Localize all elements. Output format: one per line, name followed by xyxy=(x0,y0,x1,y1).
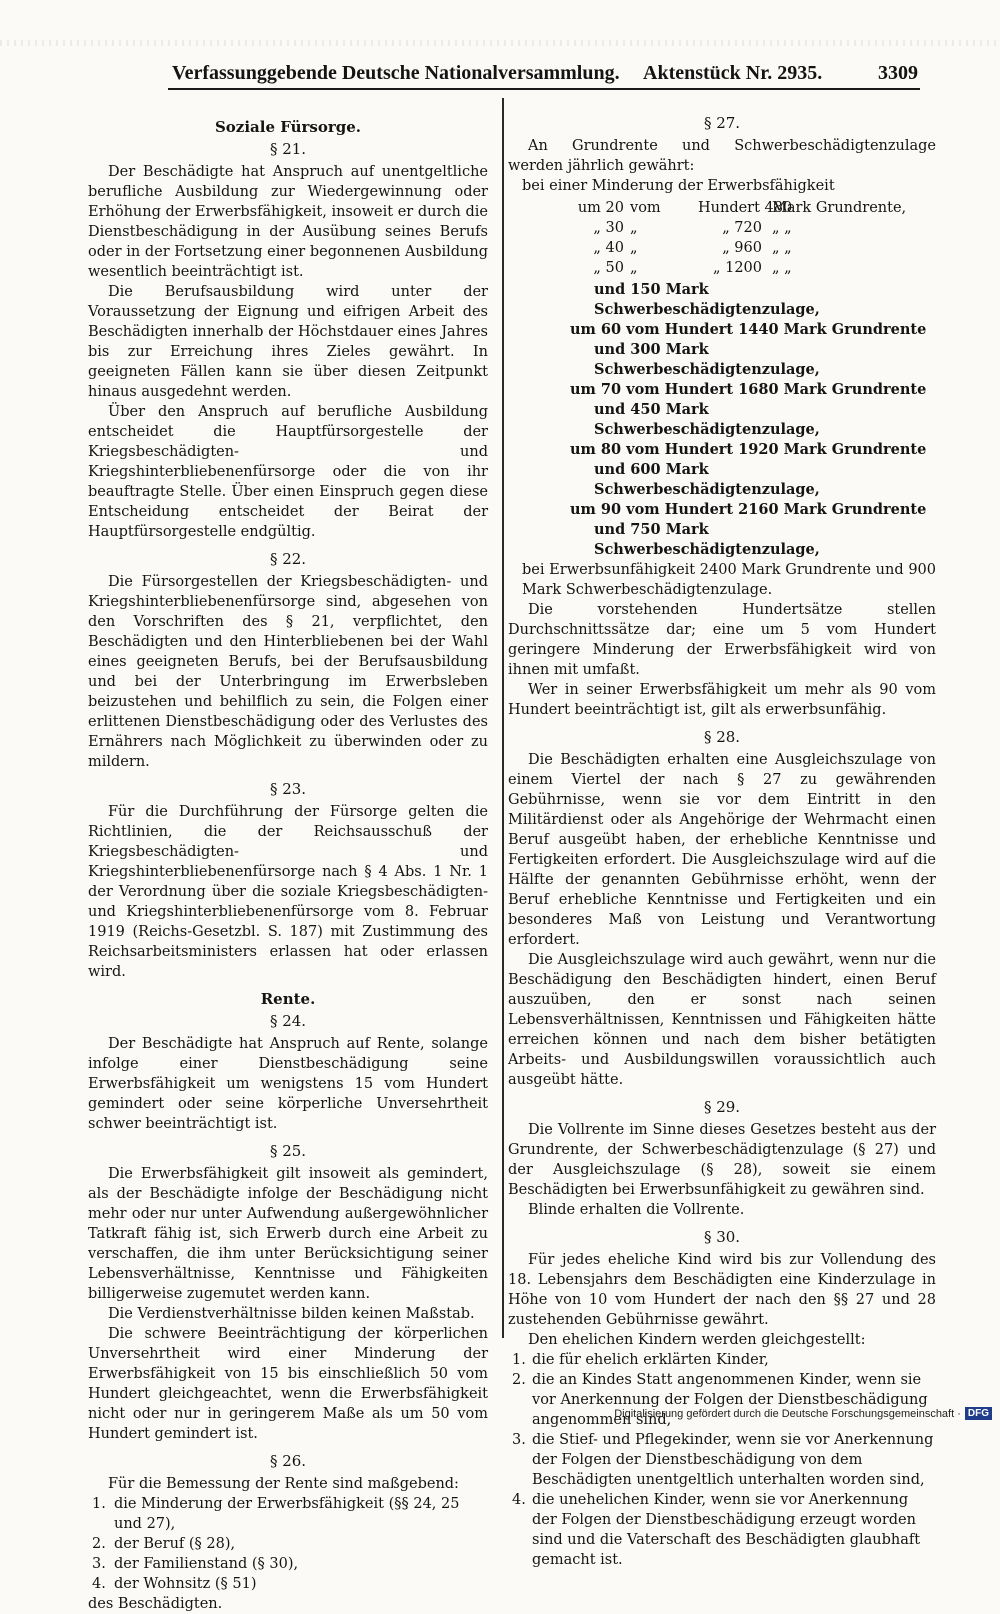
list-item xyxy=(508,1430,936,1490)
table-cell: „ 720 xyxy=(722,220,762,236)
paragraph-27-intro: An Grundrente und Schwerbeschädigtenzulage werden jährlich gewährt: xyxy=(508,138,936,174)
paragraph-24-text-1: Der Beschädigte hat Anspruch auf Rente, solange infolge einer Dienstbeschädigung seine Erwerbsfähigkeit um wenigstens 15 vom Hundert gemindert oder seine körperliche Unversehrtheit schwer beeinträchtigt ist. xyxy=(88,1036,488,1132)
table-cell: „ 50 xyxy=(593,260,624,276)
list-text: die Stief- und Pflegekinder, wenn sie vor Anerkennung der Folgen der Dienstbeschädigung von dem Beschädigten unentgeltlich unterhalten worden sind, xyxy=(532,1432,934,1488)
rent-table xyxy=(508,198,936,278)
table-cell: um 20 xyxy=(577,200,624,216)
paragraph-22-title: § 22. xyxy=(269,550,307,568)
list-item xyxy=(88,1494,488,1534)
paragraph-27-text-3: Wer in seiner Erwerbsfähigkeit um mehr als 90 vom Hundert beeinträchtigt ist, gilt als erwerbsunfähig. xyxy=(508,682,936,718)
paragraph-27-lead: bei einer Minderung der Erwerbsfähigkeit xyxy=(522,178,835,194)
paragraph-25-title: § 25. xyxy=(269,1142,307,1160)
paragraph-29-text-2: Blinde erhalten die Vollrente. xyxy=(528,1202,745,1218)
table-cell: Mark Grundrente, xyxy=(772,200,907,216)
table-cell: „ „ xyxy=(772,260,792,276)
paragraph-28-text-2: Die Ausgleichszulage wird auch gewährt, wenn nur die Beschädigung den Beschädigten hindert, einen Beruf auszuüben, den er sonst nach seinen Lebensverhältnissen, Kenntnissen und Fähigkeiten hätte erreichen können und nach dem bisher betätigten Arbeits- und Ausbildungswillen voraussichtlich auch ausgeübt hätte. xyxy=(508,952,936,1088)
paragraph-29-text-1: Die Vollrente im Sinne dieses Gesetzes besteht aus der Grundrente, der Schwerbeschädigtenzulage (§ 27) und der Ausgleichszulage (§ 28), soweit sie einem Beschädigten bei Erwerbsunfähigkeit zu gewähren sind. xyxy=(508,1122,936,1198)
column-divider xyxy=(502,98,504,1338)
table-cell: „ xyxy=(630,240,638,256)
footer-credit: Digitalisierung gefördert durch die Deutsche Forschungsgemeinschaft · xyxy=(614,1407,961,1420)
section-heading-rente: Rente. xyxy=(260,990,316,1008)
list-number: 1. xyxy=(92,1496,106,1512)
rent-line: um 70 vom Hundert 1680 Mark Grundrente xyxy=(570,381,927,398)
left-column xyxy=(88,112,488,1614)
rent-line: und 750 Mark Schwerbeschädigtenzulage, xyxy=(594,521,820,558)
paragraph-26-list xyxy=(88,1494,488,1594)
rent-line: und 300 Mark Schwerbeschädigtenzulage, xyxy=(594,341,820,378)
table-cell: „ 30 xyxy=(593,220,624,236)
list-item xyxy=(88,1574,488,1594)
paragraph-23-text-1: Für die Durchführung der Fürsorge gelten die Richtlinien, die der Reichsausschuß der Kriegsbeschädigten- und Kriegshinterbliebenenfürsorge nach § 4 Abs. 1 Nr. 1 der Verordnung über die soziale Kriegsbeschädigten- und Kriegshinterbliebenenfürsorge vom 8. Februar 1919 (Reichs-Gesetzbl. S. 187) mit Zustimmung des Reichsarbeitsministers erlassen hat oder erlassen wird. xyxy=(88,804,488,980)
document-number: Aktenstück Nr. 2935. xyxy=(643,62,823,84)
list-number: 4. xyxy=(512,1492,526,1508)
paragraph-30-text-2: Den ehelichen Kindern werden gleichgestellt: xyxy=(528,1332,866,1348)
paragraph-21-text-3: Über den Anspruch auf berufliche Ausbildung entscheidet die Hauptfürsorgestelle der Kriegsbeschädigten- und Kriegshinterbliebenenfürsorge oder die von ihr beauftragte Stelle. Über einen Einspruch gegen diese Entscheidung entscheidet der Beirat der Hauptfürsorgestelle endgültig. xyxy=(88,404,488,540)
paragraph-25-text-2: Die Verdienstverhältnisse bilden keinen Maßstab. xyxy=(108,1306,475,1322)
list-text: die für ehelich erklärten Kinder, xyxy=(532,1352,769,1368)
list-item xyxy=(508,1490,936,1570)
paragraph-25-text-3: Die schwere Beeinträchtigung der körperlichen Unversehrtheit wird einer Minderung der Erwerbsfähigkeit von 15 bis einschließlich 50 vom Hundert gleichgeachtet, wenn die Erwerbsfähigkeit nicht oder nur in geringerem Maße als um 50 vom Hundert gemindert ist. xyxy=(88,1326,488,1442)
list-number: 4. xyxy=(92,1576,106,1592)
list-text: die Minderung der Erwerbsfähigkeit (§§ 24, 25 und 27), xyxy=(114,1496,460,1532)
paragraph-30-list xyxy=(508,1350,936,1570)
list-item xyxy=(508,1350,936,1370)
list-item xyxy=(88,1554,488,1574)
list-text: der Beruf (§ 28), xyxy=(114,1536,236,1552)
right-column xyxy=(508,112,936,1570)
list-text: die unehelichen Kinder, wenn sie vor Anerkennung der Folgen der Dienstbeschädigung erzeugt worden sind und die Vaterschaft des Beschädigten glaubhaft gemacht ist. xyxy=(532,1492,921,1568)
list-number: 3. xyxy=(512,1432,526,1448)
list-number: 1. xyxy=(512,1352,526,1368)
table-cell: „ 1200 xyxy=(712,260,762,276)
table-row xyxy=(508,258,936,278)
paragraph-27-full-disability: bei Erwerbsunfähigkeit 2400 Mark Grundrente und 900 Mark Schwerbeschädigtenzulage. xyxy=(522,562,936,598)
rent-line: um 90 vom Hundert 2160 Mark Grundrente xyxy=(570,501,927,518)
rent-line: um 60 vom Hundert 1440 Mark Grundrente xyxy=(570,321,927,338)
paragraph-29-title: § 29. xyxy=(703,1098,741,1116)
paragraph-22-text-1: Die Fürsorgestellen der Kriegsbeschädigten- und Kriegshinterbliebenenfürsorge sind, abgesehen von den Vorschriften des § 21, verpflichtet, den Beschädigten und den Hinterbliebenen bei der Wahl eines geeigneten Berufs, bei der Berufsausbildung und bei der Unterbringung im Erwerbsleben beizustehen und behilflich zu sein, die Folgen einer erlittenen Dienstbeschädigung oder des Verlustes des Ernährers nach Möglichkeit zu überwinden oder zu mildern. xyxy=(88,574,488,770)
table-cell: vom xyxy=(630,200,661,216)
dfg-logo: DFG xyxy=(965,1407,992,1420)
table-cell: Hundert 480 xyxy=(698,200,793,216)
paragraph-26-outro: des Beschädigten. xyxy=(88,1596,223,1612)
table-cell: „ xyxy=(630,220,638,236)
paragraph-21-text-2: Die Berufsausbildung wird unter der Voraussetzung der Eignung und eifrigen Arbeit des Beschädigten innerhalb der Höchstdauer eines Jahres bis zur Erreichung ihres Zieles gewährt. In geeigneten Fällen kann sie über diesen Zeitpunkt hinaus ausgedehnt werden. xyxy=(88,284,488,400)
paragraph-28-text-1: Die Beschädigten erhalten eine Ausgleichszulage von einem Viertel der nach § 27 zu gewährenden Gebührnisse, wenn sie vor dem Eintritt in den Militärdienst oder als Angehörige der Wehrmacht einen Beruf ausgeübt haben, der erhebliche Kenntnisse und Fertigkeiten erfordert. Die Ausgleichszulage wird auf die Hälfte der genannten Gebührnisse erhöht, wenn der Beruf erhebliche Kenntnisse und Fertigkeiten und ein besonderes Maß von Leistung und Verantwortung erfordert. xyxy=(508,752,936,948)
rent-line: und 450 Mark Schwerbeschädigtenzulage, xyxy=(594,401,820,438)
paragraph-26-title: § 26. xyxy=(269,1452,307,1470)
paragraph-30-title: § 30. xyxy=(703,1228,741,1246)
paragraph-27-title: § 27. xyxy=(703,114,741,132)
list-item xyxy=(508,1370,936,1430)
table-row xyxy=(508,198,936,218)
digitization-footer xyxy=(614,1407,992,1420)
list-number: 3. xyxy=(92,1556,106,1572)
page-number: 3309 xyxy=(878,62,918,84)
paragraph-21-title: § 21. xyxy=(269,140,307,158)
list-number: 2. xyxy=(512,1372,526,1388)
paragraph-28-title: § 28. xyxy=(703,728,741,746)
rent-line: und 150 Mark Schwerbeschädigtenzulage, xyxy=(594,281,820,318)
rent-line: und 600 Mark Schwerbeschädigtenzulage, xyxy=(594,461,820,498)
list-number: 2. xyxy=(92,1536,106,1552)
publication-title: Verfassunggebende Deutsche Nationalversammlung. xyxy=(172,62,620,84)
table-row xyxy=(508,218,936,238)
page-header xyxy=(168,60,920,90)
rent-line: um 80 vom Hundert 1920 Mark Grundrente xyxy=(570,441,927,458)
table-cell: „ 960 xyxy=(722,240,762,256)
table-row xyxy=(508,238,936,258)
paragraph-30-text-1: Für jedes eheliche Kind wird bis zur Vollendung des 18. Lebensjahrs dem Beschädigten eine Kinderzulage in Höhe von 10 vom Hundert der nach den §§ 27 und 28 zustehenden Gebührnisse gewährt. xyxy=(508,1252,936,1328)
list-item xyxy=(88,1534,488,1554)
scan-artifact xyxy=(0,40,1000,46)
table-cell: „ „ xyxy=(772,240,792,256)
paragraph-21-text-1: Der Beschädigte hat Anspruch auf unentgeltliche berufliche Ausbildung zur Wiedergewinnung oder Erhöhung der Erwerbsfähigkeit, insoweit er durch die Dienstbeschädigung in der Ausübung seines Berufs oder in der Fortsetzung einer begonnenen Ausbildung wesentlich beeinträchtigt ist. xyxy=(88,164,488,280)
list-text: der Wohnsitz (§ 51) xyxy=(114,1576,257,1592)
rent-lines xyxy=(508,280,936,560)
list-text: die an Kindes Statt angenommenen Kinder, wenn sie vor Anerkennung der Folgen der Dienstbeschädigung angenommen sind, xyxy=(532,1372,928,1428)
section-heading-fuersorge: Soziale Fürsorge. xyxy=(214,118,362,136)
table-cell: „ 40 xyxy=(593,240,624,256)
table-cell: „ „ xyxy=(772,220,792,236)
list-text: der Familienstand (§ 30), xyxy=(114,1556,299,1572)
paragraph-27-text-2: Die vorstehenden Hundertsätze stellen Durchschnittssätze dar; eine um 5 vom Hundert geringere Minderung der Erwerbsfähigkeit wird von ihnen mit umfaßt. xyxy=(508,602,936,678)
paragraph-26-intro: Für die Bemessung der Rente sind maßgebend: xyxy=(108,1476,459,1492)
paragraph-23-title: § 23. xyxy=(269,780,307,798)
paragraph-25-text-1: Die Erwerbsfähigkeit gilt insoweit als gemindert, als der Beschädigte infolge der Beschädigung nicht mehr oder nur unter Aufwendung außergewöhnlicher Tatkraft fähig ist, sich Erwerb durch eine Arbeit zu verschaffen, die ihm unter Berücksichtigung seiner Lebensverhältnisse, Kenntnisse und Fähigkeiten billigerweise zugemutet werden kann. xyxy=(88,1166,488,1302)
table-cell: „ xyxy=(630,260,638,276)
paragraph-24-title: § 24. xyxy=(269,1012,307,1030)
